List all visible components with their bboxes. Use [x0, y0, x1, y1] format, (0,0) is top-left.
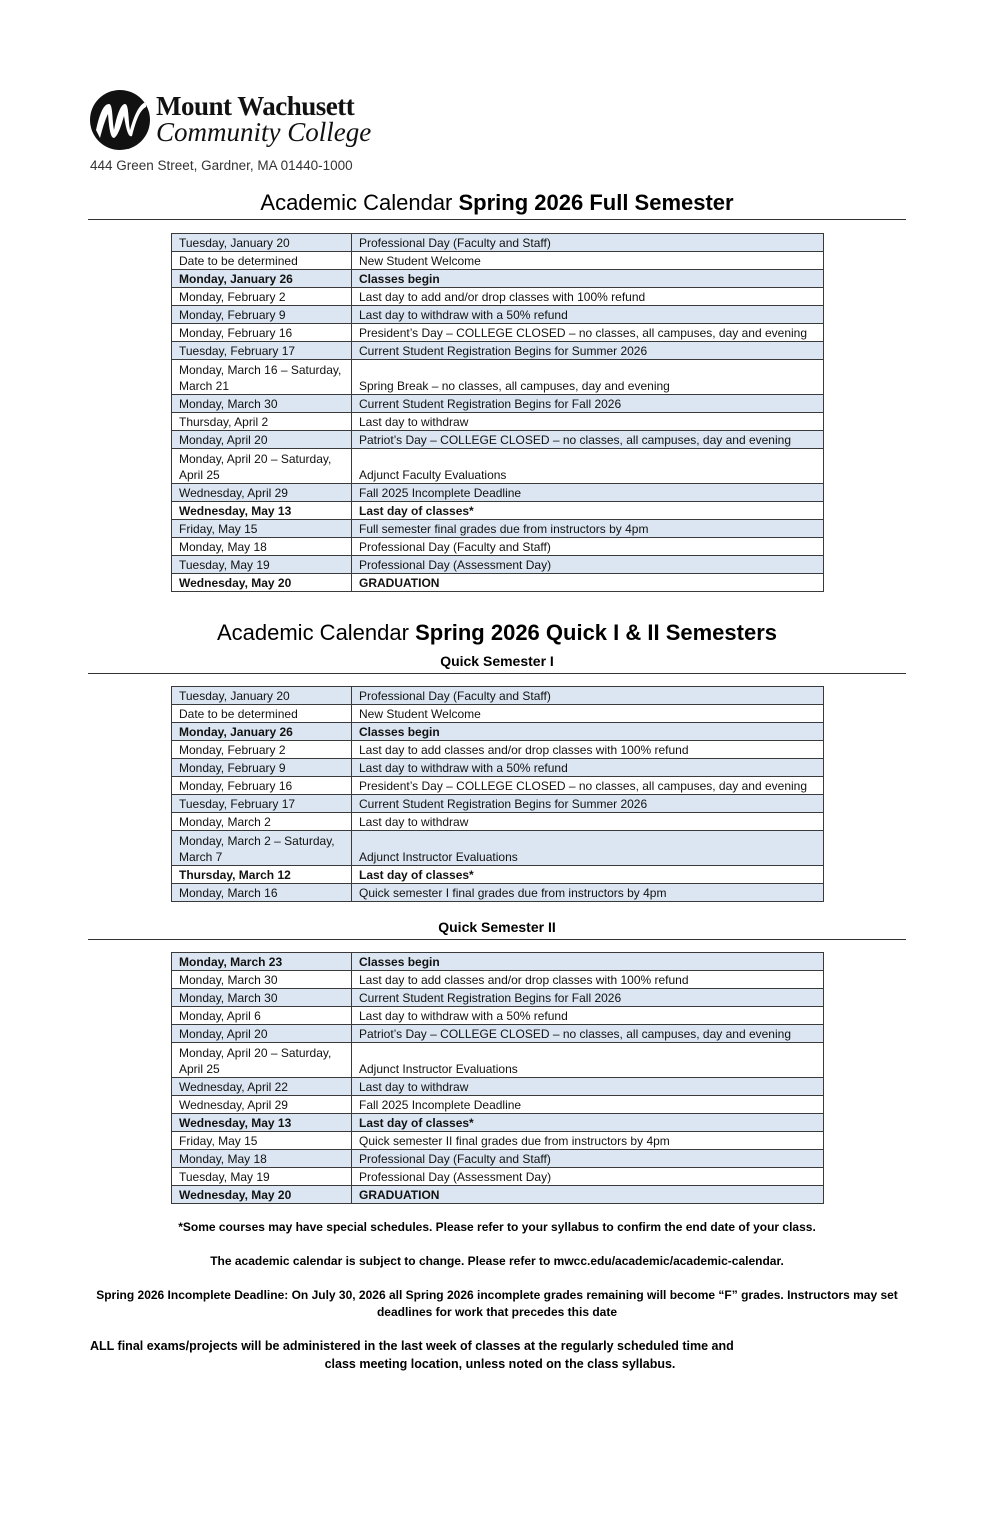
event-date: Tuesday, February 17	[172, 795, 352, 813]
calendar-row	[172, 484, 824, 502]
event-date: Wednesday, May 13	[172, 1114, 352, 1132]
quick-semester-2-heading: Quick Semester II	[438, 919, 556, 935]
event-description: Last day to add and/or drop classes with 100% refund	[352, 288, 824, 306]
event-date: Date to be determined	[172, 705, 352, 723]
event-description: President’s Day – COLLEGE CLOSED – no classes, all campuses, day and evening	[352, 777, 824, 795]
event-description: Classes begin	[352, 270, 824, 288]
event-description: Professional Day (Faculty and Staff)	[352, 234, 824, 252]
event-description: Professional Day (Assessment Day)	[352, 556, 824, 574]
event-description: Last day to withdraw	[352, 1078, 824, 1096]
calendar-row	[172, 989, 824, 1007]
note-subject-to-change: The academic calendar is subject to change. Please refer to mwcc.edu/academic/academic-calendar.	[210, 1254, 784, 1268]
calendar-row	[172, 360, 824, 395]
calendar-row	[172, 953, 824, 971]
event-description: Patriot’s Day – COLLEGE CLOSED – no classes, all campuses, day and evening	[352, 431, 824, 449]
event-date: Monday, April 6	[172, 1007, 352, 1025]
event-date: Thursday, April 2	[172, 413, 352, 431]
calendar-row	[172, 971, 824, 989]
event-description: Last day to add classes and/or drop classes with 100% refund	[352, 741, 824, 759]
calendar-row	[172, 449, 824, 484]
calendar-row	[172, 1150, 824, 1168]
college-name-line1: Mount Wachusett	[156, 91, 355, 121]
event-date: Monday, February 2	[172, 288, 352, 306]
calendar-row	[172, 431, 824, 449]
calendar-row	[172, 1025, 824, 1043]
event-description: Fall 2025 Incomplete Deadline	[352, 484, 824, 502]
calendar-row	[172, 884, 824, 902]
calendar-row	[172, 324, 824, 342]
event-description: Professional Day (Faculty and Staff)	[352, 1150, 824, 1168]
calendar-row	[172, 1078, 824, 1096]
event-description: Quick semester I final grades due from instructors by 4pm	[352, 884, 824, 902]
calendar-row	[172, 813, 824, 831]
event-description: Adjunct Instructor Evaluations	[352, 1043, 824, 1078]
event-description: Last day to withdraw	[352, 413, 824, 431]
calendar-row	[172, 1043, 824, 1078]
calendar-row	[172, 538, 824, 556]
event-date: Monday, April 20 – Saturday, April 25	[172, 449, 352, 484]
college-logo	[90, 90, 372, 150]
calendar-row	[172, 252, 824, 270]
event-date: Wednesday, May 13	[172, 502, 352, 520]
calendar-row	[172, 705, 824, 723]
calendar-row	[172, 723, 824, 741]
event-description: Fall 2025 Incomplete Deadline	[352, 1096, 824, 1114]
event-description: Classes begin	[352, 723, 824, 741]
quick-semester-1-table	[171, 686, 824, 902]
event-date: Monday, April 20	[172, 1025, 352, 1043]
event-date: Monday, March 2	[172, 813, 352, 831]
event-date: Tuesday, January 20	[172, 234, 352, 252]
note-final-exams-line2: class meeting location, unless noted on the class syllabus.	[324, 1357, 676, 1371]
calendar-row	[172, 1168, 824, 1186]
event-date: Monday, March 30	[172, 971, 352, 989]
event-description: Professional Day (Faculty and Staff)	[352, 538, 824, 556]
event-date: Wednesday, May 20	[172, 1186, 352, 1204]
quick-semester-1-heading: Quick Semester I	[440, 653, 554, 669]
event-description: GRADUATION	[352, 574, 824, 592]
event-date: Monday, March 30	[172, 989, 352, 1007]
event-description: Current Student Registration Begins for Summer 2026	[352, 795, 824, 813]
event-description: Quick semester II final grades due from instructors by 4pm	[352, 1132, 824, 1150]
calendar-row	[172, 795, 824, 813]
event-date: Monday, February 16	[172, 777, 352, 795]
calendar-row	[172, 831, 824, 866]
event-date: Monday, April 20 – Saturday, April 25	[172, 1043, 352, 1078]
event-date: Monday, April 20	[172, 431, 352, 449]
event-date: Monday, January 26	[172, 270, 352, 288]
event-description: Last day to add classes and/or drop classes with 100% refund	[352, 971, 824, 989]
event-description: Classes begin	[352, 953, 824, 971]
quick-semesters-title	[88, 620, 906, 646]
event-date: Tuesday, May 19	[172, 556, 352, 574]
calendar-row	[172, 395, 824, 413]
calendar-row	[172, 413, 824, 431]
event-date: Friday, May 15	[172, 520, 352, 538]
calendar-row	[172, 234, 824, 252]
event-date: Tuesday, January 20	[172, 687, 352, 705]
college-name-line2: Community College	[156, 117, 372, 147]
event-description: Full semester final grades due from instructors by 4pm	[352, 520, 824, 538]
calendar-row	[172, 270, 824, 288]
event-description: Current Student Registration Begins for Fall 2026	[352, 395, 824, 413]
calendar-row	[172, 759, 824, 777]
calendar-row	[172, 556, 824, 574]
event-date: Monday, May 18	[172, 1150, 352, 1168]
event-date: Thursday, March 12	[172, 866, 352, 884]
event-description: Adjunct Faculty Evaluations	[352, 449, 824, 484]
full-semester-title	[88, 190, 906, 216]
note-incomplete-deadline: Spring 2026 Incomplete Deadline: On July 30, 2026 all Spring 2026 incomplete grades remaining will become “F” grades. Instructors may set deadlines for work that precedes this date	[96, 1288, 898, 1319]
calendar-row	[172, 520, 824, 538]
event-description: New Student Welcome	[352, 252, 824, 270]
event-date: Wednesday, April 22	[172, 1078, 352, 1096]
event-date: Wednesday, May 20	[172, 574, 352, 592]
full-semester-table	[171, 233, 824, 592]
event-date: Monday, March 2 – Saturday, March 7	[172, 831, 352, 866]
event-description: GRADUATION	[352, 1186, 824, 1204]
calendar-row	[172, 502, 824, 520]
calendar-row	[172, 288, 824, 306]
calendar-row	[172, 306, 824, 324]
title-prefix: Academic Calendar	[216, 620, 416, 645]
calendar-row	[172, 777, 824, 795]
event-date: Monday, March 30	[172, 395, 352, 413]
event-date: Tuesday, May 19	[172, 1168, 352, 1186]
event-date: Monday, March 16	[172, 884, 352, 902]
event-date: Monday, March 16 – Saturday, March 21	[172, 360, 352, 395]
event-description: Patriot’s Day – COLLEGE CLOSED – no classes, all campuses, day and evening	[352, 1025, 824, 1043]
event-description: Current Student Registration Begins for Summer 2026	[352, 342, 824, 360]
event-date: Monday, February 9	[172, 306, 352, 324]
event-description: Professional Day (Assessment Day)	[352, 1168, 824, 1186]
event-description: Last day to withdraw	[352, 813, 824, 831]
calendar-row	[172, 866, 824, 884]
calendar-row	[172, 687, 824, 705]
event-description: Last day to withdraw with a 50% refund	[352, 306, 824, 324]
quick-semester-2-table	[171, 952, 824, 1204]
event-description: Spring Break – no classes, all campuses, day and evening	[352, 360, 824, 395]
event-description: President’s Day – COLLEGE CLOSED – no classes, all campuses, day and evening	[352, 324, 824, 342]
event-date: Monday, May 18	[172, 538, 352, 556]
title-prefix: Academic Calendar	[260, 190, 459, 215]
event-description: Last day of classes*	[352, 1114, 824, 1132]
event-description: New Student Welcome	[352, 705, 824, 723]
event-date: Tuesday, February 17	[172, 342, 352, 360]
section-divider	[88, 939, 906, 940]
event-description: Last day of classes*	[352, 866, 824, 884]
section-divider	[88, 673, 906, 674]
event-date: Date to be determined	[172, 252, 352, 270]
calendar-row	[172, 1114, 824, 1132]
college-address: 444 Green Street, Gardner, MA 01440-1000	[90, 158, 353, 173]
event-description: Current Student Registration Begins for Fall 2026	[352, 989, 824, 1007]
event-date: Monday, March 23	[172, 953, 352, 971]
event-date: Wednesday, April 29	[172, 484, 352, 502]
section-divider	[88, 219, 906, 220]
event-date: Monday, February 9	[172, 759, 352, 777]
event-date: Monday, February 16	[172, 324, 352, 342]
calendar-row	[172, 574, 824, 592]
event-description: Last day of classes*	[352, 502, 824, 520]
calendar-row	[172, 1186, 824, 1204]
mwcc-w-logo-icon	[90, 90, 150, 150]
event-date: Wednesday, April 29	[172, 1096, 352, 1114]
calendar-row	[172, 741, 824, 759]
event-description: Last day to withdraw with a 50% refund	[352, 1007, 824, 1025]
event-date: Monday, February 2	[172, 741, 352, 759]
event-description: Professional Day (Faculty and Staff)	[352, 687, 824, 705]
event-date: Friday, May 15	[172, 1132, 352, 1150]
calendar-row	[172, 1007, 824, 1025]
title-bold: Spring 2026 Quick I & II Semesters	[415, 620, 778, 645]
note-final-exams-line1: ALL final exams/projects will be administered in the last week of classes at the regularly scheduled time and	[90, 1339, 734, 1353]
calendar-row	[172, 1096, 824, 1114]
calendar-row	[172, 1132, 824, 1150]
event-date: Monday, January 26	[172, 723, 352, 741]
footnote-special-schedules: *Some courses may have special schedules. Please refer to your syllabus to confirm the end date of your class.	[178, 1220, 816, 1234]
event-description: Adjunct Instructor Evaluations	[352, 831, 824, 866]
title-bold: Spring 2026 Full Semester	[458, 190, 734, 215]
event-description: Last day to withdraw with a 50% refund	[352, 759, 824, 777]
calendar-row	[172, 342, 824, 360]
